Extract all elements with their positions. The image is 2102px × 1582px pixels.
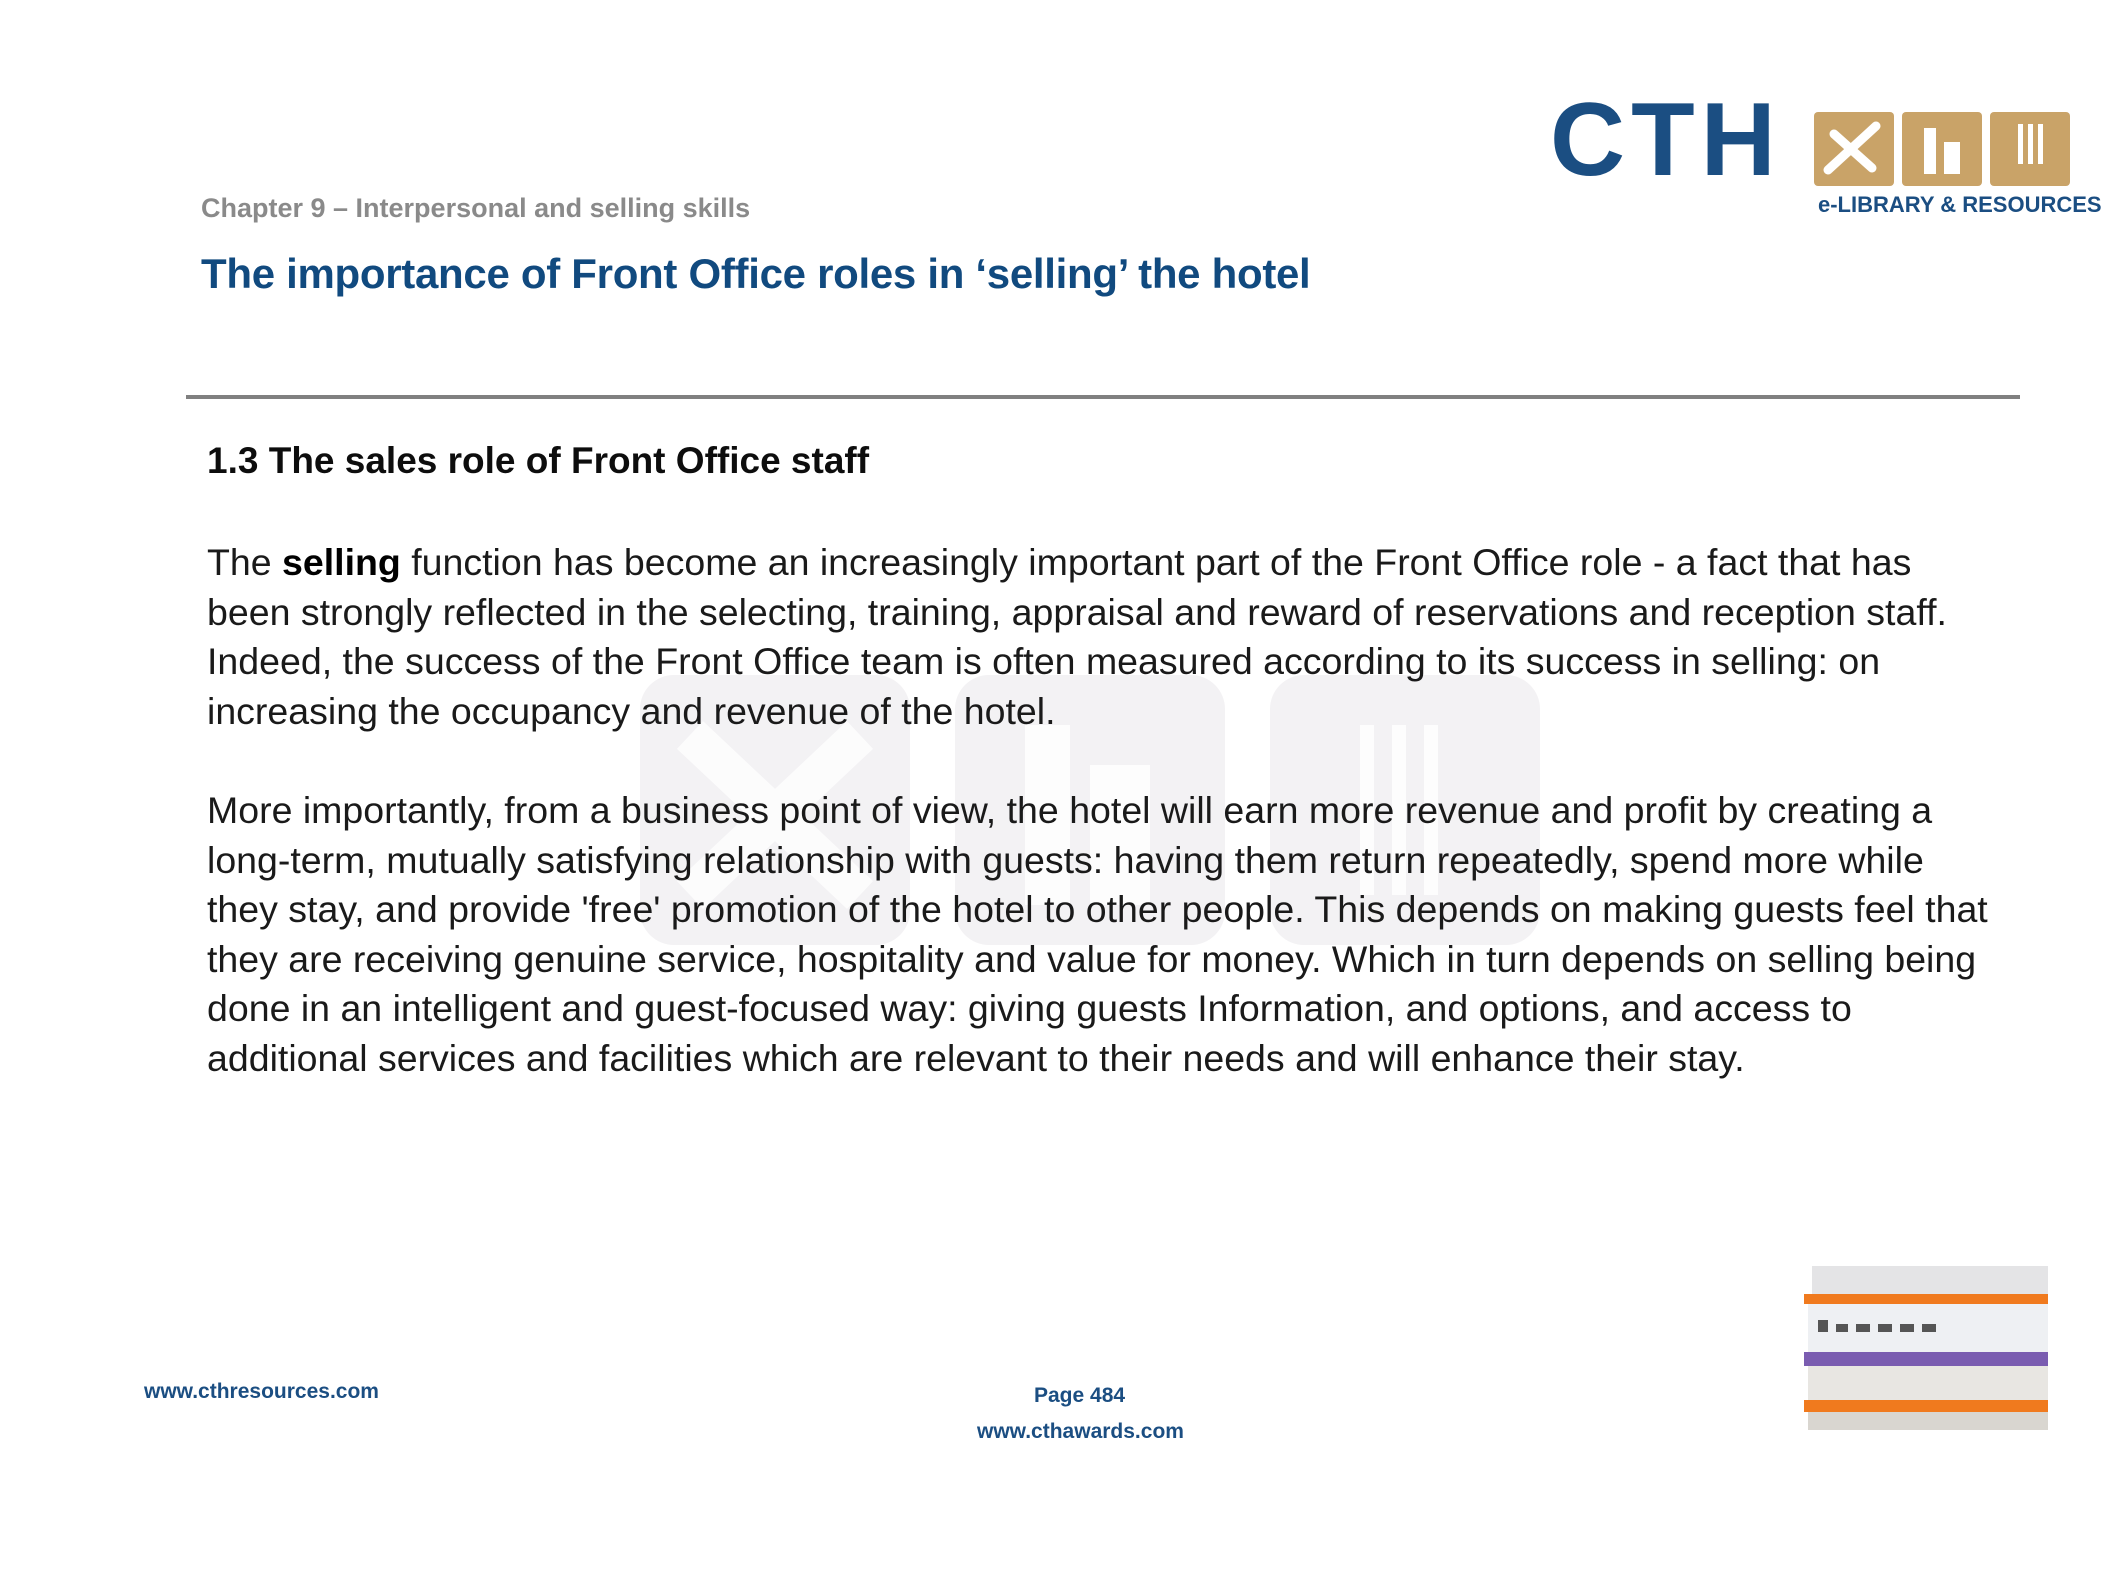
cth-logo	[1550, 82, 2102, 220]
books-image	[1804, 1262, 2048, 1432]
page-title: The importance of Front Office roles in ‘selling’ the hotel	[201, 250, 1311, 297]
footer-resources-link[interactable]: www.cthresources.com	[144, 1380, 379, 1403]
building-icon	[1902, 112, 1982, 186]
logo-subtitle: e-LIBRARY & RESOURCES	[1818, 192, 2102, 217]
fork-icon	[1990, 112, 2070, 186]
logo-text: CTH	[1550, 82, 1782, 198]
para1-rest: function has become an increasingly important part of the Front Office role - a fact that has been strongly reflected in the selecting, training, appraisal and reward of reservations and reception staff. Indeed, the success of the Front Office team is often measured according to its success in selling: on increasing the occupancy and revenue of the hotel.	[207, 541, 1947, 732]
paragraph-selling-function	[207, 538, 2002, 736]
chapter-label: Chapter 9 – Interpersonal and selling skills	[201, 193, 751, 223]
airplane-icon	[1814, 112, 1894, 186]
footer-awards-link[interactable]: www.cthawards.com	[977, 1420, 1184, 1443]
para1-lead: The	[207, 541, 283, 583]
page-number: Page 484	[1034, 1384, 1126, 1407]
para1-bold-term: selling	[282, 541, 401, 583]
paragraph-business-view: More importantly, from a business point of view, the hotel will earn more revenue and profit by creating a long-term, mutually satisfying relationship with guests: having them return repeatedly, spend more while they stay, and provide 'free' promotion of the hotel to other people. This depends on making guests feel that they are receiving genuine service, hospitality and value for money. Which in turn depends on selling being done in an intelligent and guest-focused way: giving guests Information, and options, and access to additional services and facilities which are relevant to their needs and will enhance their stay.	[207, 789, 1988, 1079]
header-divider	[186, 395, 2020, 399]
section-heading: 1.3 The sales role of Front Office staff	[207, 440, 870, 481]
